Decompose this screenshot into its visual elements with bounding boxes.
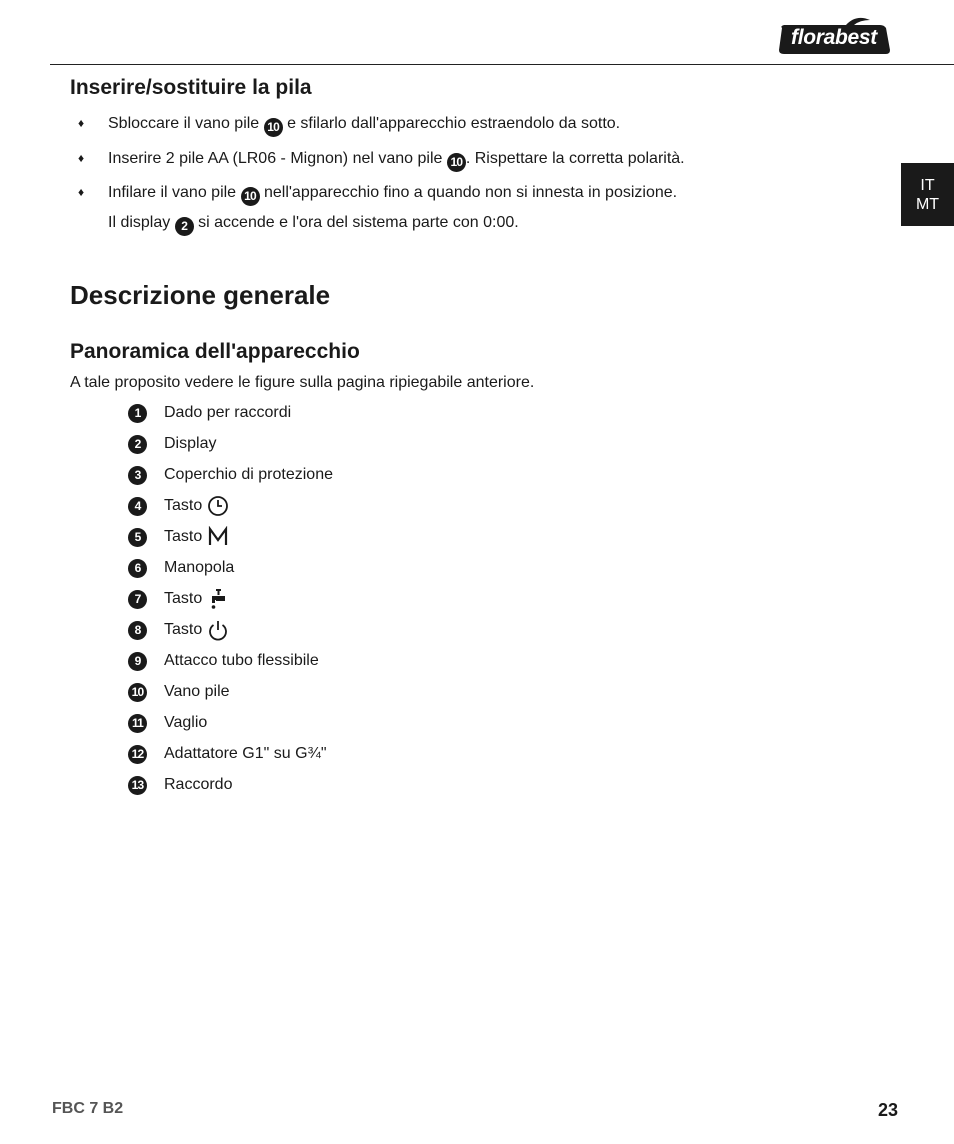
part-number-badge: 7: [128, 590, 147, 609]
florabest-logo: [776, 16, 892, 58]
part-label: Coperchio di protezione: [164, 466, 333, 483]
m-letter-icon: [207, 526, 229, 548]
language-tab-line1: IT: [920, 176, 935, 194]
page-number: 23: [878, 1100, 899, 1120]
part-number-badge: 8: [128, 621, 147, 640]
model-number: FBC 7 B2: [52, 1100, 124, 1117]
overview-heading: Panoramica dell'apparecchio: [70, 340, 360, 363]
header-divider: [50, 64, 954, 65]
part-number-badge: 3: [128, 466, 147, 485]
part-item: [128, 681, 230, 703]
part-item: [128, 495, 229, 517]
part-label: Manopola: [164, 559, 235, 576]
bullet-item: [78, 113, 620, 137]
part-label: Adattatore G1" su G¾": [164, 745, 327, 762]
part-label: Dado per raccordi: [164, 404, 292, 421]
part-label: Vaglio: [164, 714, 208, 731]
battery-heading: Inserire/sostituire la pila: [70, 76, 312, 99]
reference-badge: 10: [264, 118, 283, 137]
part-label: Tasto: [164, 621, 203, 638]
part-number-badge: 5: [128, 528, 147, 547]
water-tap-icon: [207, 588, 229, 610]
part-item: [128, 650, 319, 672]
part-number-badge: 2: [128, 435, 147, 454]
part-label: Tasto: [164, 497, 203, 514]
part-item: [128, 712, 207, 734]
part-number-badge: 4: [128, 497, 147, 516]
language-tab-line2: MT: [915, 195, 940, 213]
part-label: Attacco tubo flessibile: [164, 652, 319, 669]
continuation-text-after: si accende e l'ora del sistema parte con 0:00.: [193, 214, 519, 231]
part-number-badge: 13: [128, 776, 147, 795]
bullet-text-after: . Rispettare la corretta polarità.: [465, 150, 685, 167]
reference-badge: 2: [175, 217, 194, 236]
diamond-bullet-icon: ♦: [78, 151, 85, 165]
logo-text: florabest: [791, 26, 877, 49]
language-tab: [901, 163, 954, 226]
bullet-text-before: Inserire 2 pile AA (LR06 - Mignon) nel vano pile: [108, 150, 447, 167]
reference-badge: 10: [241, 187, 260, 206]
part-item: [128, 433, 216, 455]
part-label: Tasto: [164, 528, 203, 545]
bullet-text-before: Infilare il vano pile: [108, 184, 241, 201]
part-label: Raccordo: [164, 776, 233, 793]
part-label: Display: [164, 435, 217, 452]
part-number-badge: 12: [128, 745, 147, 764]
diamond-bullet-icon: ♦: [78, 185, 85, 199]
part-number-badge: 1: [128, 404, 147, 423]
part-label: Vano pile: [164, 683, 230, 700]
part-item: [128, 588, 229, 610]
bullet-item: [78, 148, 685, 172]
part-item: [128, 464, 333, 486]
bullet-text-before: Sbloccare il vano pile: [108, 115, 264, 132]
part-item: [128, 743, 327, 765]
continuation-text-before: Il display: [108, 214, 175, 231]
overview-intro: A tale proposito vedere le figure sulla pagina ripiegabile anteriore.: [70, 374, 535, 391]
bullet-text-after: e sfilarlo dall'apparecchio estraendolo da sotto.: [282, 115, 621, 132]
reference-badge: 10: [447, 153, 466, 172]
bullet-item: [78, 182, 677, 206]
part-item: [128, 774, 232, 796]
bullet-continuation: [108, 213, 519, 236]
bullet-text-after: nell'apparecchio fino a quando non si innesta in posizione.: [259, 184, 678, 201]
clock-icon: [207, 495, 229, 517]
diamond-bullet-icon: ♦: [78, 116, 85, 130]
part-label: Tasto: [164, 590, 203, 607]
part-item: [128, 402, 291, 424]
part-number-badge: 9: [128, 652, 147, 671]
part-number-badge: 6: [128, 559, 147, 578]
part-number-badge: 11: [128, 714, 147, 733]
part-item: [128, 526, 229, 548]
part-number-badge: 10: [128, 683, 147, 702]
description-heading: Descrizione generale: [70, 280, 331, 310]
part-item: [128, 619, 229, 641]
part-item: [128, 557, 234, 579]
power-icon: [207, 619, 229, 641]
